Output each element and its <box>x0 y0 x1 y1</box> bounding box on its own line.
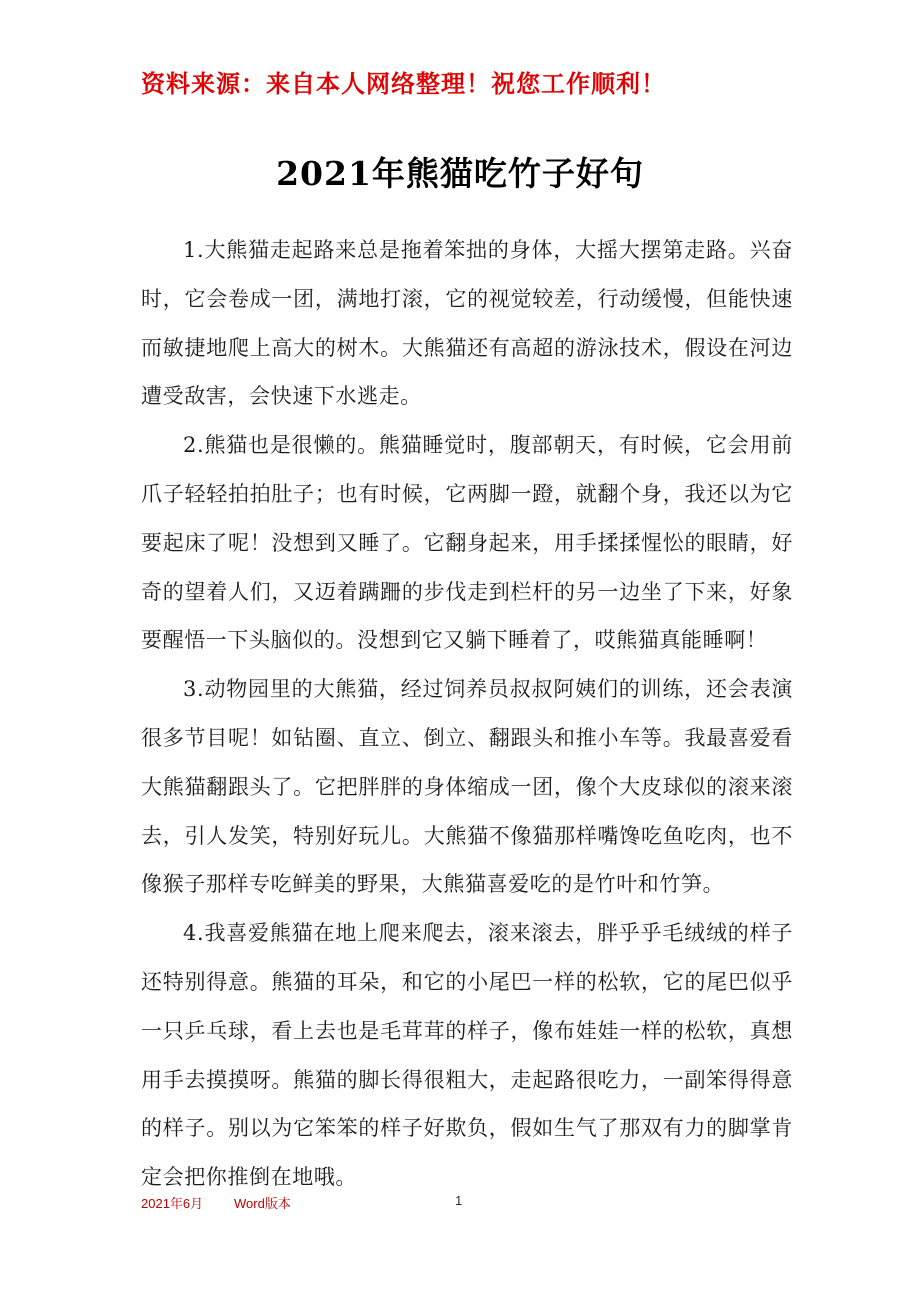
paragraph-3: 3.动物园里的大熊猫，经过饲养员叔叔阿姨们的训练，还会表演很多节目呢！如钻圈、直立、倒立、翻跟头和推小车等。我最喜爱看大熊猫翻跟头了。它把胖胖的身体缩成一团，像个大皮球似的滚来滚去，引人发笑，特别好玩儿。大熊猫不像猫那样嘴馋吃鱼吃肉，也不像猴子那样专吃鲜美的野果，大熊猫喜爱吃的是竹叶和竹笋。 <box>141 677 793 897</box>
source-banner: 资料来源：来自本人网络整理！祝您工作顺利！ <box>141 69 666 98</box>
paragraph-2: 2.熊猫也是很懒的。熊猫睡觉时，腹部朝天，有时候，它会用前爪子轻轻拍拍肚子；也有时候，它两脚一蹬，就翻个身，我还以为它要起床了呢！没想到又睡了。它翻身起来，用手揉揉惺忪的眼睛，好奇的望着人们，又迈着蹒跚的步伐走到栏杆的另一边坐了下来，好象要醒悟一下头脑似的。没想到它又躺下睡着了，哎熊猫真能睡啊！ <box>141 433 793 653</box>
page-number: 1 <box>455 1193 463 1208</box>
document-title: 2021年熊猫吃竹子好句 <box>276 154 644 193</box>
paragraph-4: 4.我喜爱熊猫在地上爬来爬去，滚来滚去，胖乎乎毛绒绒的样子还特别得意。熊猫的耳朵，和它的小尾巴一样的松软，它的尾巴似乎一只乒乓球，看上去也是毛茸茸的样子，像布娃娃一样的松软，真想用手去摸摸呀。熊猫的脚长得很粗大，走起路很吃力，一副笨得得意的样子。别以为它笨笨的样子好欺负，假如生气了那双有力的脚掌肯定会把你推倒在地哦。 <box>141 921 793 1190</box>
footer-date: 2021年6月 <box>141 1196 204 1211</box>
document-body <box>141 226 793 1202</box>
footer-version: Word版本 <box>234 1196 291 1211</box>
paragraph-1: 1.大熊猫走起路来总是拖着笨拙的身体，大摇大摆第走路。兴奋时，它会卷成一团，满地打滚，它的视觉较差，行动缓慢，但能快速而敏捷地爬上高大的树木。大熊猫还有高超的游泳技术，假设在河边遭受敌害，会快速下水逃走。 <box>141 238 793 409</box>
